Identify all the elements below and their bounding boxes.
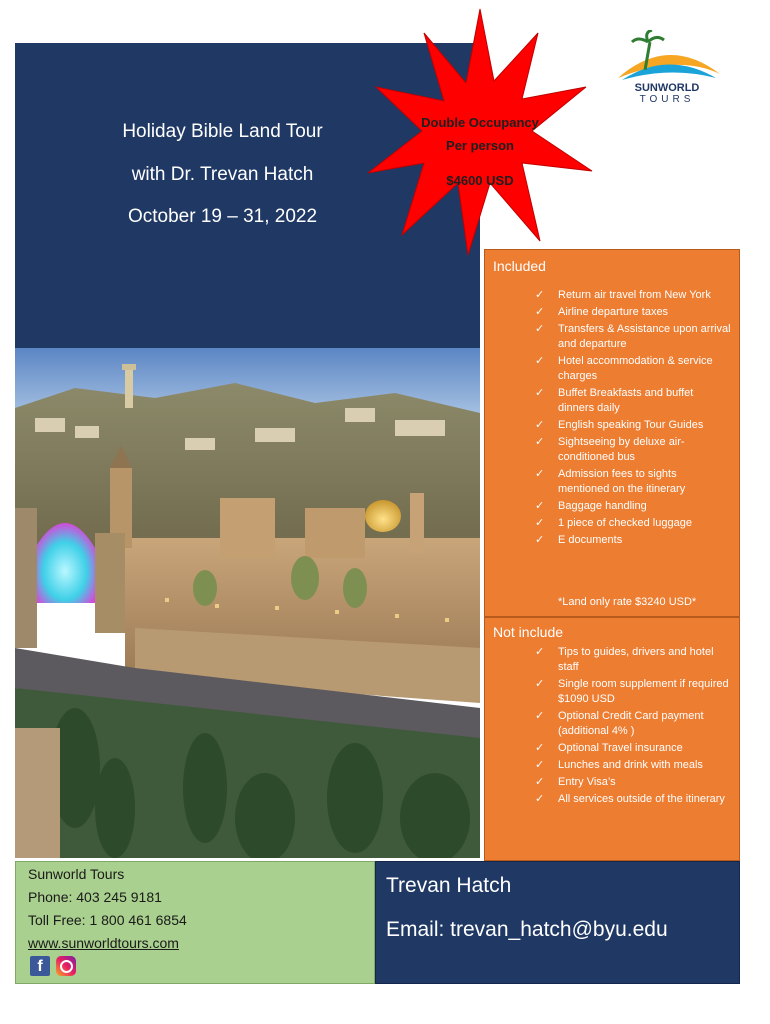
price-starburst (362, 3, 598, 261)
checkmark-icon: ✓ (535, 646, 545, 658)
tour-host-line: with Dr. Trevan Hatch (131, 164, 314, 185)
checkmark-icon: ✓ (535, 436, 545, 448)
company-name: Sunworld Tours (28, 866, 125, 882)
list-item-text: 1 piece of checked luggage (558, 517, 692, 529)
list-item-text: All services outside of the itinerary (558, 793, 725, 805)
tour-title: Holiday Bible Land Tour (122, 121, 323, 142)
checkmark-icon: ✓ (535, 419, 545, 431)
list-item (535, 386, 731, 416)
checkmark-icon: ✓ (535, 678, 545, 690)
sun-palm-icon (608, 30, 728, 82)
list-item (535, 645, 731, 675)
list-item (535, 741, 731, 756)
checkmark-icon: ✓ (535, 500, 545, 512)
included-heading: Included (493, 258, 546, 274)
list-item (535, 533, 731, 548)
toll-free: Toll Free: 1 800 461 6854 (28, 912, 187, 928)
jerusalem-photo (15, 348, 480, 858)
list-item-text: Optional Travel insurance (558, 742, 683, 754)
included-list (535, 288, 731, 550)
list-item-text: Baggage handling (558, 500, 647, 512)
checkmark-icon: ✓ (535, 742, 545, 754)
list-item-text: Airline departure taxes (558, 306, 669, 318)
list-item-text: Hotel accommodation & service charges (558, 355, 713, 382)
host-panel (375, 861, 740, 984)
not-included-list (535, 645, 731, 809)
contact-panel (15, 861, 375, 984)
phone: Phone: 403 245 9181 (28, 889, 162, 905)
checkmark-icon: ✓ (535, 289, 545, 301)
list-item-text: Return air travel from New York (558, 289, 711, 301)
list-item-text: Admission fees to sights mentioned on the itinerary (558, 468, 686, 495)
checkmark-icon: ✓ (535, 306, 545, 318)
list-item-text: English speaking Tour Guides (558, 419, 704, 431)
list-item (535, 516, 731, 531)
list-item (535, 288, 731, 303)
list-item (535, 467, 731, 497)
list-item-text: Tips to guides, drivers and hotel staff (558, 646, 714, 673)
list-item-text: E documents (558, 534, 623, 546)
checkmark-icon: ✓ (535, 323, 545, 335)
list-item-text: Sightseeing by deluxe air-conditioned bus (558, 436, 685, 463)
tour-dates: October 19 – 31, 2022 (127, 206, 318, 227)
list-item-text: Lunches and drink with meals (558, 759, 703, 771)
list-item (535, 709, 731, 739)
instagram-icon[interactable] (56, 956, 76, 976)
not-included-heading: Not include (493, 624, 564, 640)
list-item (535, 792, 731, 807)
list-item (535, 677, 731, 707)
list-item (535, 435, 731, 465)
checkmark-icon: ✓ (535, 710, 545, 722)
checkmark-icon: ✓ (535, 387, 545, 399)
host-name: Trevan Hatch (386, 874, 512, 897)
checkmark-icon: ✓ (535, 793, 545, 805)
website-link[interactable]: www.sunworldtours.com (28, 935, 179, 951)
checkmark-icon: ✓ (535, 534, 545, 546)
checkmark-icon: ✓ (535, 517, 545, 529)
host-email[interactable]: Email: trevan_hatch@byu.edu (386, 918, 668, 941)
checkmark-icon: ✓ (535, 776, 545, 788)
checkmark-icon: ✓ (535, 468, 545, 480)
list-item-text: Single room supplement if required $1090 USD (558, 678, 729, 705)
land-rate: *Land only rate $3240 USD* (558, 596, 697, 608)
list-item (535, 305, 731, 320)
list-item (535, 775, 731, 790)
not-included-panel (484, 617, 740, 861)
occupancy-label: Double Occupancy (421, 115, 539, 130)
facebook-icon[interactable]: f (30, 956, 50, 976)
price-label: $4600 USD (446, 173, 514, 188)
sunworld-logo (608, 30, 728, 110)
logo-name: SUNWORLD (634, 82, 700, 94)
per-person-label: Per person (446, 138, 514, 153)
checkmark-icon: ✓ (535, 355, 545, 367)
logo-sub: TOURS (639, 94, 695, 105)
list-item (535, 322, 731, 352)
included-panel (484, 249, 740, 617)
list-item (535, 499, 731, 514)
list-item (535, 418, 731, 433)
list-item-text: Buffet Breakfasts and buffet dinners daily (558, 387, 694, 414)
list-item-text: Transfers & Assistance upon arrival and departure (558, 323, 731, 350)
checkmark-icon: ✓ (535, 759, 545, 771)
list-item (535, 354, 731, 384)
list-item (535, 758, 731, 773)
list-item-text: Optional Credit Card payment (additional 4% ) (558, 710, 704, 737)
list-item-text: Entry Visa’s (558, 776, 616, 788)
